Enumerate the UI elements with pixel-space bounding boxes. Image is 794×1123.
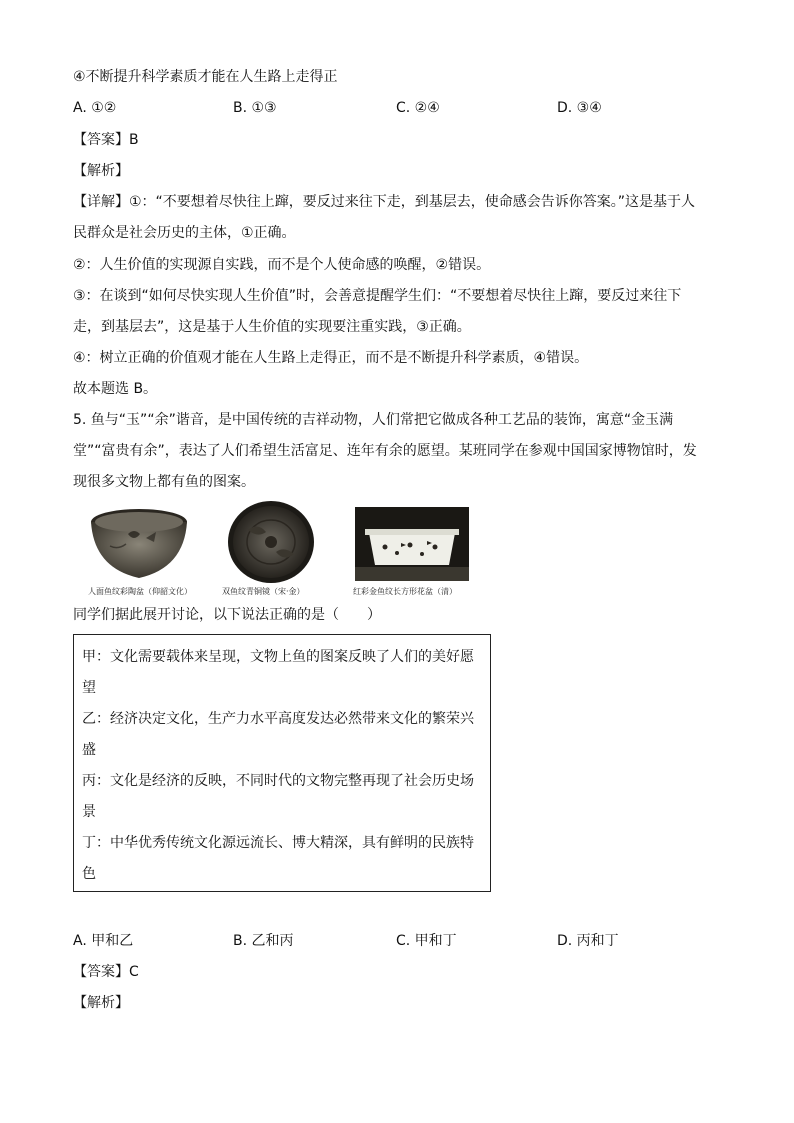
q4-statement-4: ④不断提升科学素质才能在人生路上走得正 — [73, 69, 338, 85]
q4-detail-line-3: ②：人生价值的实现源自实践，而不是个人使命感的唤醒，②错误。 — [73, 257, 491, 273]
q5-option-a: A. 甲和乙 — [73, 933, 134, 949]
q4-detail-line-7: 故本题选 B。 — [73, 381, 158, 397]
q4-detail-line-1: 【详解】①：“不要想着尽快往上蹿，要反过来往下走，到基层去，使命感会告诉你答案。”这是基于人 — [73, 194, 696, 210]
caption-flowerpot: 红彩金鱼纹长方形花盆（清） — [353, 587, 457, 596]
q5-stem-line-3: 现很多文物上都有鱼的图案。 — [73, 474, 255, 490]
q5-answer-line — [73, 962, 139, 982]
pottery-bowl-image — [88, 506, 190, 584]
bronze-mirror-image — [226, 500, 316, 584]
q4-detail-line-2: 民群众是社会历史的主体，①正确。 — [73, 225, 296, 241]
q4-option-b: B. ①③ — [233, 100, 277, 116]
answer-value: C — [129, 964, 139, 980]
discussion-box — [73, 634, 491, 892]
q4-option-d: D. ③④ — [557, 100, 602, 116]
box-line-yi-1: 乙：经济决定文化，生产力水平高度发达必然带来文化的繁荣兴 — [82, 711, 474, 727]
caption-bronze-mirror: 双鱼纹青铜镜（宋·金） — [222, 587, 305, 596]
box-line-bing-1: 丙：文化是经济的反映，不同时代的文物完整再现了社会历史场 — [82, 773, 474, 789]
q4-detail-line-6: ④：树立正确的价值观才能在人生路上走得正，而不是不断提升科学素质，④错误。 — [73, 350, 589, 366]
q4-option-a: A. ①② — [73, 100, 117, 116]
box-line-ding-2: 色 — [82, 866, 96, 882]
q4-option-c: C. ②④ — [396, 100, 440, 116]
caption-pottery-bowl: 人面鱼纹彩陶盆（仰韶文化） — [88, 587, 192, 596]
q5-option-d: D. 丙和丁 — [557, 933, 619, 949]
box-line-jia-1: 甲：文化需要载体来呈现，文物上鱼的图案反映了人们的美好愿 — [82, 649, 474, 665]
answer-value: B — [129, 132, 139, 148]
q4-answer-line — [73, 130, 139, 150]
box-line-bing-2: 景 — [82, 804, 96, 820]
box-line-jia-2: 望 — [82, 680, 96, 696]
q4-analysis-label: 【解析】 — [73, 163, 129, 179]
q5-question: 同学们据此展开讨论，以下说法正确的是（ ） — [73, 607, 381, 623]
q5-stem-line-1: 5. 鱼与“玉”“余”谐音，是中国传统的吉祥动物，人们常把它做成各种工艺品的装饰，寓意“金玉满 — [73, 412, 674, 428]
q5-analysis-label: 【解析】 — [73, 995, 129, 1011]
q4-detail-line-5: 走，到基层去”，这是基于人生价值的实现要注重实践，③正确。 — [73, 319, 471, 335]
box-line-ding-1: 丁：中华优秀传统文化源远流长、博大精深，具有鲜明的民族特 — [82, 835, 474, 851]
box-line-yi-2: 盛 — [82, 742, 96, 758]
flowerpot-image — [355, 507, 469, 581]
q5-option-c: C. 甲和丁 — [396, 933, 457, 949]
q4-detail-line-4: ③：在谈到“如何尽快实现人生价值”时，会善意提醒学生们：“不要想着尽快往上蹿，要反过来往下 — [73, 288, 682, 304]
answer-label: 【答案】 — [73, 964, 129, 980]
q5-stem-line-2: 堂”“富贵有余”，表达了人们希望生活富足、连年有余的愿望。某班同学在参观中国国家博物馆时，发 — [73, 443, 697, 459]
answer-label: 【答案】 — [73, 132, 129, 148]
q5-option-b: B. 乙和丙 — [233, 933, 294, 949]
